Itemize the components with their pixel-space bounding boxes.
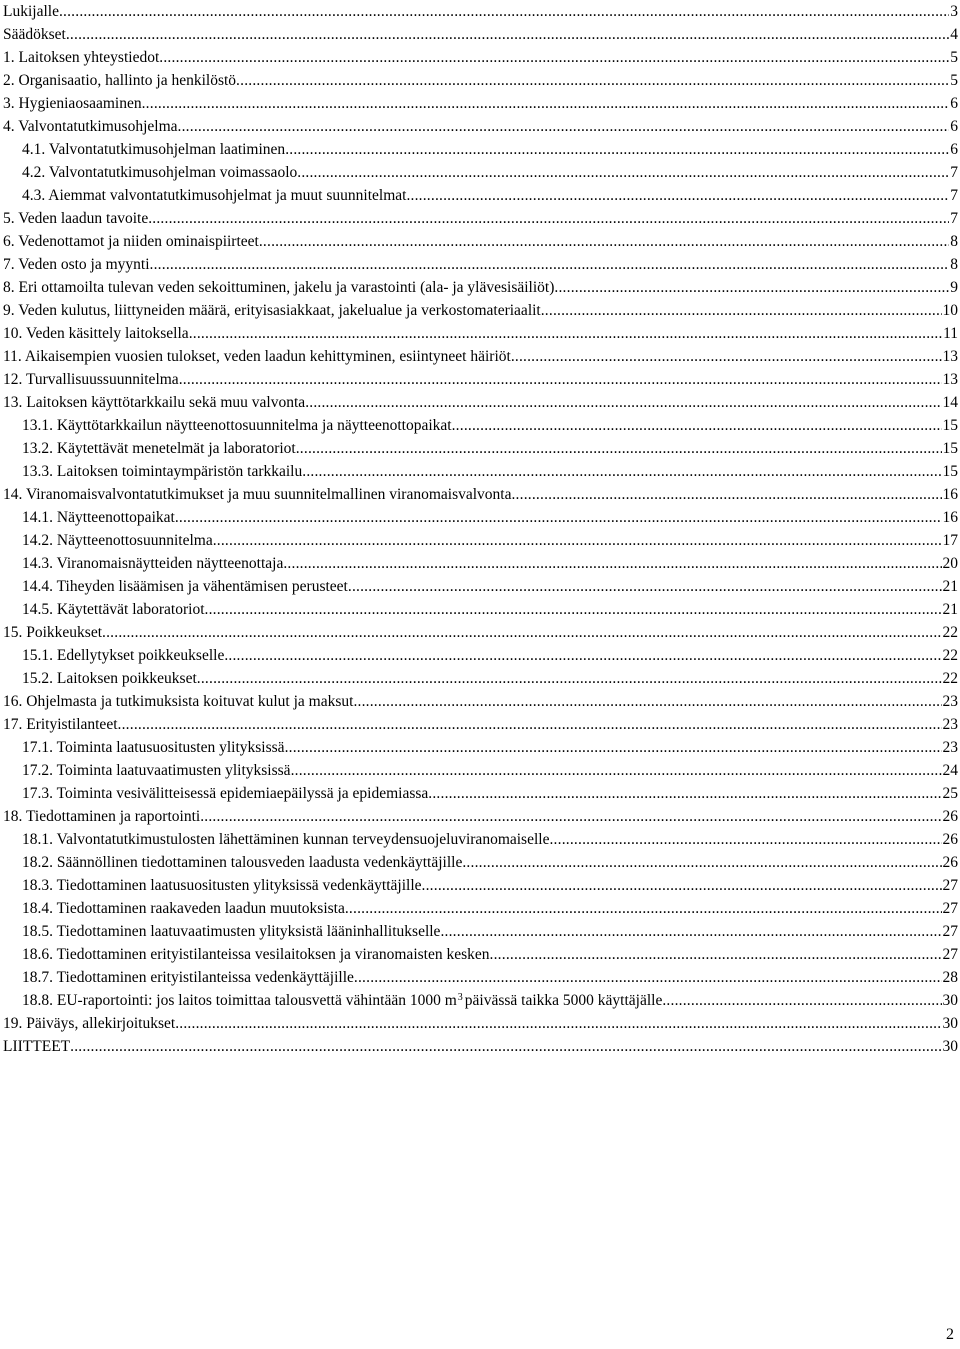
toc-dot-leader xyxy=(283,552,941,575)
toc-entry-page: 16 xyxy=(942,486,958,503)
toc-entry-page: 20 xyxy=(942,555,958,572)
toc-entry-page: 21 xyxy=(942,578,958,595)
toc-entry-page: 6 xyxy=(950,118,958,135)
toc-entry-title: 11. Aikaisempien vuosien tulokset, veden laadun kehittyminen, esiintyneet häiriöt xyxy=(3,348,511,365)
toc-entry[interactable] xyxy=(3,782,958,805)
toc-dot-leader xyxy=(511,345,942,368)
toc-dot-leader xyxy=(305,391,941,414)
toc-entry-title: 17.3. Toiminta vesivälitteisessä epidemiaepäilyssä ja epidemiassa xyxy=(22,785,429,802)
toc-entry-title: 18.3. Tiedottaminen laatusuositusten ylityksissä vedenkäyttäjille xyxy=(22,877,422,894)
toc-entry-title: 17.2. Toiminta laatuvaatimusten ylityksissä xyxy=(22,762,291,779)
toc-entry-page: 7 xyxy=(950,187,958,204)
toc-dot-leader xyxy=(59,0,949,23)
toc-dot-leader xyxy=(70,1035,941,1058)
toc-dot-leader xyxy=(213,529,942,552)
toc-entry[interactable] xyxy=(3,391,958,414)
toc-dot-leader xyxy=(118,713,942,736)
toc-dot-leader xyxy=(511,483,941,506)
toc-entry-title: 12. Turvallisuussuunnitelma xyxy=(3,371,179,388)
toc-entry[interactable] xyxy=(3,0,958,23)
toc-dot-leader xyxy=(462,851,941,874)
toc-entry-title: 19. Päiväys, allekirjoitukset xyxy=(3,1015,176,1032)
toc-dot-leader xyxy=(354,966,942,989)
toc-entry-title: 1. Laitoksen yhteystiedot xyxy=(3,49,160,66)
toc-dot-leader xyxy=(102,621,941,644)
toc-entry[interactable] xyxy=(3,460,958,483)
toc-entry[interactable] xyxy=(3,69,958,92)
toc-dot-leader xyxy=(159,46,949,69)
toc-entry[interactable] xyxy=(3,644,958,667)
toc-entry-page: 4 xyxy=(950,26,958,43)
toc-dot-leader xyxy=(297,161,949,184)
toc-entry-title: 13. Laitoksen käyttötarkkailu sekä muu valvonta xyxy=(3,394,306,411)
toc-dot-leader xyxy=(175,1012,941,1035)
toc-entry-page: 28 xyxy=(942,969,958,986)
toc-entry-page: 15 xyxy=(942,463,958,480)
toc-entry-title: 17. Erityistilanteet xyxy=(3,716,118,733)
toc-entry-title: 4.2. Valvontatutkimusohjelman voimassaolo xyxy=(22,164,298,181)
toc-dot-leader xyxy=(142,92,950,115)
page-number: 2 xyxy=(946,1326,954,1343)
toc-entry[interactable] xyxy=(3,1012,958,1035)
toc-entry[interactable] xyxy=(3,989,958,1012)
toc-entry-page: 3 xyxy=(950,3,958,20)
toc-entry-page: 17 xyxy=(942,532,958,549)
toc-entry-title: 8. Eri ottamoilta tulevan veden sekoittuminen, jakelu ja varastointi (ala- ja ylävesisäiliöt) xyxy=(3,279,555,296)
toc-entry[interactable] xyxy=(3,713,958,736)
toc-entry-page: 9 xyxy=(950,279,958,296)
toc-entry-title: 18.2. Säännöllinen tiedottaminen talousveden laadusta vedenkäyttäjille xyxy=(22,854,463,871)
toc-entry-title: Lukijalle xyxy=(3,3,59,20)
toc-entry-title: 7. Veden osto ja myynti xyxy=(3,256,150,273)
toc-entry-title: 18. Tiedottaminen ja raportointi xyxy=(3,808,201,825)
toc-entry[interactable] xyxy=(3,920,958,943)
toc-entry-title: LIITTEET xyxy=(3,1038,71,1055)
toc-entry-page: 6 xyxy=(950,95,958,112)
toc-dot-leader xyxy=(200,805,941,828)
toc-dot-leader xyxy=(178,115,950,138)
toc-entry-title: 2. Organisaatio, hallinto ja henkilöstö xyxy=(3,72,237,89)
toc-entry-title: 16. Ohjelmasta ja tutkimuksista koituvat kulut ja maksut xyxy=(3,693,354,710)
toc-entry[interactable] xyxy=(3,529,958,552)
toc-entry-page: 24 xyxy=(942,762,958,779)
toc-entry[interactable] xyxy=(3,138,958,161)
toc-entry-page: 27 xyxy=(942,900,958,917)
toc-entry[interactable] xyxy=(3,92,958,115)
toc-entry-page: 16 xyxy=(942,509,958,526)
toc-entry-title: 17.1. Toiminta laatusuositusten ylityksissä xyxy=(22,739,285,756)
toc-entry[interactable] xyxy=(3,621,958,644)
toc-entry-page: 25 xyxy=(942,785,958,802)
toc-dot-leader xyxy=(150,253,950,276)
toc-entry-title: 15.2. Laitoksen poikkeukset xyxy=(22,670,197,687)
toc-dot-leader xyxy=(236,69,949,92)
toc-entry[interactable] xyxy=(3,805,958,828)
toc-dot-leader xyxy=(549,828,941,851)
toc-entry-page: 11 xyxy=(943,325,958,342)
toc-entry-title: 9. Veden kulutus, liittyneiden määrä, erityisasiakkaat, jakelualue ja verkostomateriaalit xyxy=(3,302,541,319)
toc-dot-leader xyxy=(353,690,941,713)
toc-entry[interactable] xyxy=(3,207,958,230)
toc-entry-page: 8 xyxy=(950,256,958,273)
toc-entry-title: 13.3. Laitoksen toimintaympäristön tarkkailu xyxy=(22,463,303,480)
toc-entry-title: 4.1. Valvontatutkimusohjelman laatiminen xyxy=(22,141,286,158)
toc-entry[interactable] xyxy=(3,966,958,989)
toc-entry[interactable] xyxy=(3,759,958,782)
toc-entry-page: 26 xyxy=(942,854,958,871)
toc-entry[interactable] xyxy=(3,690,958,713)
toc-entry[interactable] xyxy=(3,368,958,391)
toc-entry[interactable] xyxy=(3,828,958,851)
toc-dot-leader xyxy=(285,736,942,759)
toc-entry[interactable] xyxy=(3,23,958,46)
toc-entry-page: 21 xyxy=(942,601,958,618)
toc-entry[interactable] xyxy=(3,667,958,690)
toc-entry-page: 23 xyxy=(942,739,958,756)
toc-entry[interactable] xyxy=(3,253,958,276)
toc-entry-page: 15 xyxy=(942,417,958,434)
toc-entry-title: 14.2. Näytteenottosuunnitelma xyxy=(22,532,213,549)
toc-entry-superscript: 3 xyxy=(457,992,463,1003)
toc-entry-title: 18.1. Valvontatutkimustulosten lähettäminen kunnan terveydensuojeluviranomaiselle xyxy=(22,831,550,848)
toc-entry[interactable] xyxy=(3,943,958,966)
toc-entry[interactable] xyxy=(3,46,958,69)
toc-entry-title: 4.3. Aiemmat valvontatutkimusohjelmat ja muut suunnitelmat xyxy=(22,187,407,204)
toc-entry-page: 30 xyxy=(942,992,958,1009)
toc-entry-title: 14. Viranomaisvalvontatutkimukset ja muu suunnitelmallinen viranomaisvalvonta xyxy=(3,486,512,503)
toc-entry-title: 14.3. Viranomaisnäytteiden näytteenottaja xyxy=(22,555,284,572)
toc-entry[interactable] xyxy=(3,115,958,138)
toc-entry-page: 26 xyxy=(942,808,958,825)
toc-dot-leader xyxy=(197,667,942,690)
toc-entry-page: 5 xyxy=(950,72,958,89)
toc-dot-leader xyxy=(296,437,942,460)
toc-dot-leader xyxy=(428,782,941,805)
toc-entry-title: 13.2. Käytettävät menetelmät ja laboratoriot xyxy=(22,440,296,457)
toc-dot-leader xyxy=(259,230,949,253)
toc-entry-page: 26 xyxy=(942,831,958,848)
toc-entry-page: 23 xyxy=(942,693,958,710)
toc-entry-page: 7 xyxy=(950,164,958,181)
toc-entry-page: 15 xyxy=(942,440,958,457)
toc-entry-page: 22 xyxy=(942,670,958,687)
toc-entry[interactable] xyxy=(3,276,958,299)
toc-entry-page: 7 xyxy=(950,210,958,227)
toc-entry[interactable] xyxy=(3,184,958,207)
toc-entry-title: 18.8. EU-raportointi: jos laitos toimittaa talousvettä vähintään 1000 $m^3$ päivässä taikka 5000 käyttäjälle xyxy=(22,992,663,1009)
toc-entry-title: 5. Veden laadun tavoite xyxy=(3,210,149,227)
toc-entry[interactable] xyxy=(3,897,958,920)
toc-entry-page: 10 xyxy=(942,302,958,319)
toc-entry[interactable] xyxy=(3,161,958,184)
toc-entry[interactable] xyxy=(3,1035,958,1058)
toc-dot-leader xyxy=(348,575,942,598)
toc-dot-leader xyxy=(422,874,942,897)
toc-entry-page: 23 xyxy=(942,716,958,733)
toc-entry-title: 15.1. Edellytykset poikkeukselle xyxy=(22,647,225,664)
toc-dot-leader xyxy=(302,460,941,483)
toc-entry-title: 18.7. Tiedottaminen erityistilanteissa vedenkäyttäjille xyxy=(22,969,354,986)
toc-dot-leader xyxy=(554,276,949,299)
toc-entry[interactable] xyxy=(3,437,958,460)
toc-dot-leader xyxy=(440,920,941,943)
toc-dot-leader xyxy=(541,299,942,322)
toc-entry-title: 15. Poikkeukset xyxy=(3,624,103,641)
toc-dot-leader xyxy=(224,644,941,667)
toc-entry-page: 30 xyxy=(942,1015,958,1032)
toc-entry-title: 6. Vedenottamot ja niiden ominaispiirteet xyxy=(3,233,259,250)
toc-entry[interactable] xyxy=(3,851,958,874)
toc-dot-leader xyxy=(175,506,942,529)
toc-dot-leader xyxy=(345,897,942,920)
toc-entry[interactable] xyxy=(3,414,958,437)
toc-dot-leader xyxy=(406,184,949,207)
toc-entry-title: 3. Hygieniaosaaminen xyxy=(3,95,142,112)
toc-entry[interactable] xyxy=(3,345,958,368)
toc-dot-leader xyxy=(205,598,942,621)
toc-entry[interactable] xyxy=(3,299,958,322)
toc-dot-leader xyxy=(662,989,941,1012)
toc-entry-page: 13 xyxy=(942,371,958,388)
toc-entry-title: 14.5. Käytettävät laboratoriot xyxy=(22,601,205,618)
table-of-contents xyxy=(3,0,958,1058)
toc-entry-page: 5 xyxy=(950,49,958,66)
toc-entry[interactable] xyxy=(3,483,958,506)
toc-entry-title: 4. Valvontatutkimusohjelma xyxy=(3,118,178,135)
toc-entry-page: 27 xyxy=(942,923,958,940)
toc-entry[interactable] xyxy=(3,322,958,345)
toc-entry-page: 30 xyxy=(942,1038,958,1055)
toc-dot-leader xyxy=(66,23,949,46)
toc-entry-title: 18.4. Tiedottaminen raakaveden laadun muutoksista xyxy=(22,900,345,917)
toc-dot-leader xyxy=(490,943,942,966)
toc-dot-leader xyxy=(179,368,942,391)
toc-entry-page: 27 xyxy=(942,946,958,963)
toc-entry-title: 10. Veden käsittely laitoksella xyxy=(3,325,189,342)
toc-entry[interactable] xyxy=(3,552,958,575)
toc-dot-leader xyxy=(189,322,942,345)
toc-entry-title: 18.5. Tiedottaminen laatuvaatimusten ylityksistä lääninhallitukselle xyxy=(22,923,441,940)
toc-entry-page: 8 xyxy=(950,233,958,250)
toc-entry[interactable] xyxy=(3,736,958,759)
toc-dot-leader xyxy=(285,138,949,161)
toc-entry-title: 13.1. Käyttötarkkailun näytteenottosuunnitelma ja näytteenottopaikat xyxy=(22,417,452,434)
toc-entry[interactable] xyxy=(3,506,958,529)
toc-entry-title: 14.4. Tiheyden lisäämisen ja vähentämisen perusteet xyxy=(22,578,348,595)
toc-entry-page: 13 xyxy=(942,348,958,365)
toc-dot-leader xyxy=(452,414,942,437)
toc-entry-title: 18.6. Tiedottaminen erityistilanteissa vesilaitoksen ja viranomaisten kesken xyxy=(22,946,490,963)
toc-entry-page: 27 xyxy=(942,877,958,894)
toc-entry-title: 14.1. Näytteenottopaikat xyxy=(22,509,175,526)
toc-entry[interactable] xyxy=(3,874,958,897)
toc-entry-page: 22 xyxy=(942,624,958,641)
toc-entry-page: 14 xyxy=(942,394,958,411)
toc-entry[interactable] xyxy=(3,598,958,621)
toc-entry-page: 6 xyxy=(950,141,958,158)
toc-entry[interactable] xyxy=(3,575,958,598)
toc-entry[interactable] xyxy=(3,230,958,253)
toc-entry-page: 22 xyxy=(942,647,958,664)
toc-dot-leader xyxy=(148,207,949,230)
toc-dot-leader xyxy=(291,759,942,782)
toc-entry-title: Säädökset xyxy=(3,26,66,43)
